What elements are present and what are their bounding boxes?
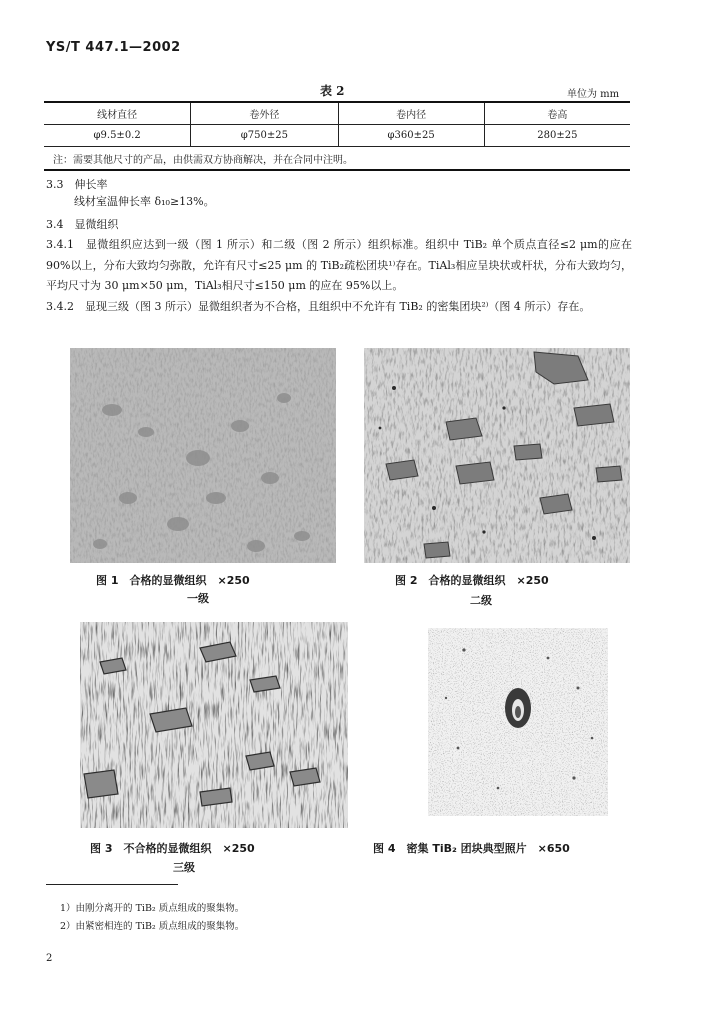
figure-2-caption: 图 2 合格的显微组织 ×250 (395, 574, 549, 587)
cell-wire-diameter: φ9.5±0.2 (44, 125, 191, 147)
table-note-row (44, 147, 630, 171)
page-number: 2 (46, 953, 53, 964)
figure-3-micrograph (80, 622, 348, 828)
section-3-3-text: 线材室温伸长率 δ₁₀≥13%。 (74, 195, 215, 208)
cell-coil-height: 280±25 (484, 125, 630, 147)
footnote-2: 2）由紧密相连的 TiB₂ 质点组成的聚集物。 (60, 921, 245, 932)
column-header-coil-outer-diameter: 卷外径 (191, 102, 338, 125)
column-header-wire-diameter: 线材直径 (44, 102, 191, 125)
cell-coil-inner-diameter: φ360±25 (338, 125, 484, 147)
figure-3-grade: 三级 (173, 861, 195, 874)
dimension-table (44, 101, 630, 171)
figure-4-micrograph (428, 628, 608, 816)
column-header-coil-height: 卷高 (484, 102, 630, 125)
footnote-1: 1）由刚分离开的 TiB₂ 质点组成的聚集物。 (60, 903, 245, 914)
table-unit: 单位为 mm (567, 89, 620, 100)
figure-2-grade: 二级 (470, 594, 492, 607)
figure-4-caption: 图 4 密集 TiB₂ 团块典型照片 ×650 (373, 842, 570, 855)
section-3-4-1-text: 3.4.1 显微组织应达到一级（图 1 所示）和二级（图 2 所示）组织标准。组织中 TiB₂ 单个质点直径≤2 μm的应在 90%以上，分布大致均匀弥散，允许有尺寸≤25 μm 的 TiB₂疏松团块¹⁾存在。TiAl₃相应呈块状或杆状，分布大致均匀，平均尺寸为 30 μm×50 μm，TiAl₃相尺寸≤150 μm 的应在 95%以上。 (46, 238, 632, 292)
standard-code-header: YS/T 447.1—2002 (46, 40, 181, 55)
cell-coil-outer-diameter: φ750±25 (191, 125, 338, 147)
figure-1-caption: 图 1 合格的显微组织 ×250 (96, 574, 250, 587)
section-3-4-title: 3.4 显微组织 (46, 218, 119, 231)
table-note: 注：需要其他尺寸的产品，由供需双方协商解决，并在合同中注明。 (44, 147, 630, 171)
table-row (44, 125, 630, 147)
table-header-row (44, 102, 630, 125)
section-3-4-2-text: 3.4.2 显现三级（图 3 所示）显微组织者为不合格，且组织中不允许有 TiB₂ 的密集团块²⁾（图 4 所示）存在。 (46, 300, 591, 313)
figure-3-caption: 图 3 不合格的显微组织 ×250 (90, 842, 255, 855)
table-caption: 表 2 (320, 84, 345, 98)
figure-1-grade: 一级 (187, 592, 209, 605)
column-header-coil-inner-diameter: 卷内径 (338, 102, 484, 125)
figure-2-micrograph (364, 348, 630, 563)
section-3-3-title: 3.3 伸长率 (46, 178, 108, 191)
footnote-divider (46, 884, 178, 885)
figure-1-micrograph (70, 348, 336, 563)
